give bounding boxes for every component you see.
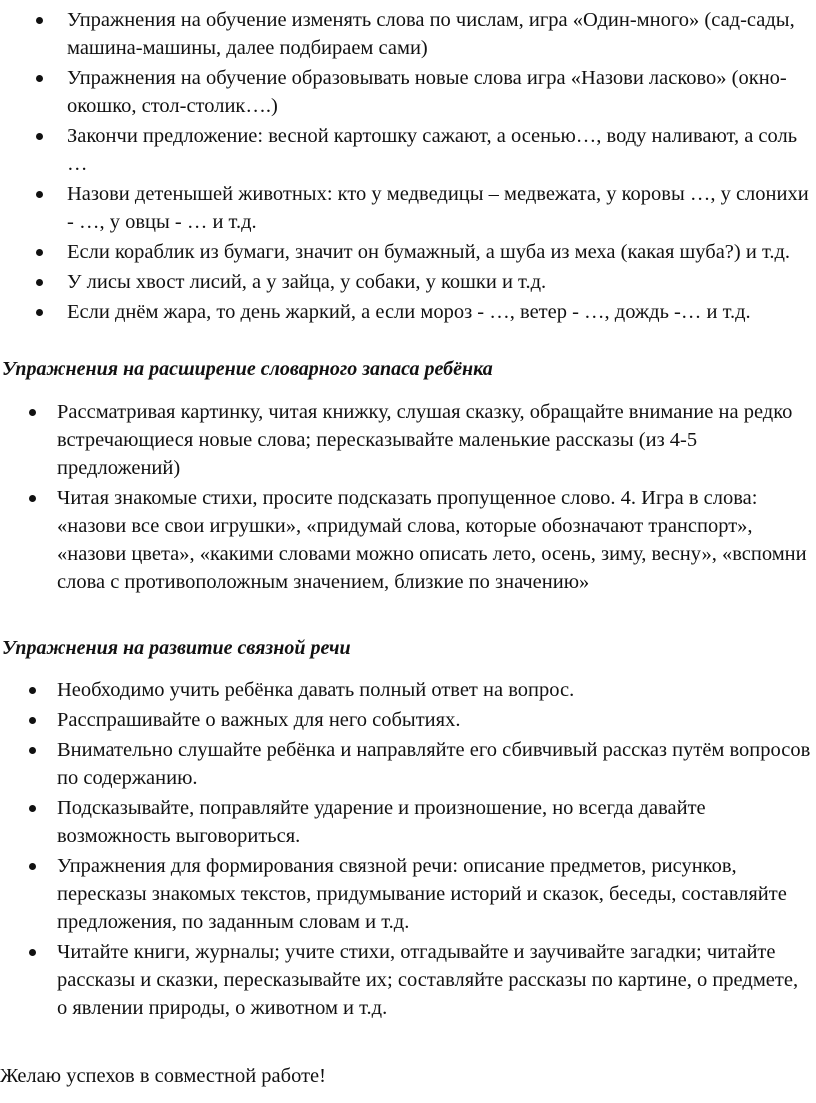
bullet-icon — [29, 717, 36, 724]
list-item — [0, 238, 812, 266]
list-item-text: Рассматривая картинку, читая книжку, слушая сказку, обращайте внимание на редко встречающиеся новые слова; пересказывайте маленькие рассказы (из 4-5 предложений) — [57, 401, 793, 479]
bullet-icon — [36, 17, 43, 24]
bullet-icon — [36, 249, 43, 256]
list-item — [0, 122, 812, 178]
list-item-text: Если кораблик из бумаги, значит он бумажный, а шуба из меха (какая шуба?) и т.д. — [67, 241, 791, 263]
list-item-text: Если днём жара, то день жаркий, а если мороз - …, ветер - …, дождь -… и т.д. — [67, 301, 751, 323]
list-item-text: Читайте книги, журналы; учите стихи, отгадывайте и заучивайте загадки; читайте рассказы и сказки, пересказывайте их; составляйте рассказы по картине, о предмете, о явлении природы, о животном и т.д. — [57, 941, 799, 1019]
bullet-icon — [36, 191, 43, 198]
bullet-icon — [29, 687, 36, 694]
list-item-text: У лисы хвост лисий, а у зайца, у собаки, у кошки и т.д. — [67, 271, 547, 293]
list-item-text: Необходимо учить ребёнка давать полный ответ на вопрос. — [57, 679, 575, 701]
bullet-icon — [36, 75, 43, 82]
list-item-text: Назови детенышей животных: кто у медведицы – медвежата, у коровы …, у слонихи - …, у овцы - … и т.д. — [67, 183, 809, 233]
list-item-text: Внимательно слушайте ребёнка и направляйте его сбивчивый рассказ путём вопросов по содержанию. — [57, 739, 811, 789]
list-item — [0, 484, 812, 596]
bullet-icon — [36, 309, 43, 316]
bullet-icon — [29, 409, 36, 416]
list-item-text: Закончи предложение: весной картошку сажают, а осенью…, воду наливают, а соль … — [67, 125, 798, 175]
bullet-icon — [29, 747, 36, 754]
list-item — [0, 736, 812, 792]
vocabulary-list — [0, 398, 812, 598]
bullet-icon — [36, 133, 43, 140]
bullet-icon — [36, 279, 43, 286]
list-item — [0, 268, 812, 296]
vocabulary-heading: Упражнения на расширение словарного запаса ребёнка — [2, 358, 493, 380]
list-item — [0, 6, 812, 62]
speech-heading: Упражнения на развитие связной речи — [2, 637, 351, 659]
list-item — [0, 64, 812, 120]
list-item — [0, 676, 812, 704]
list-item — [0, 706, 812, 734]
bullet-icon — [29, 805, 36, 812]
bullet-icon — [29, 863, 36, 870]
list-item — [0, 938, 812, 1022]
list-item-text: Подсказывайте, поправляйте ударение и произношение, но всегда давайте возможность выговориться. — [57, 797, 706, 847]
bullet-icon — [29, 495, 36, 502]
list-item — [0, 180, 812, 236]
games-list — [0, 6, 812, 328]
list-item-text: Упражнения на обучение образовывать новые слова игра «Назови ласково» (окно-окошко, стол-столик….) — [67, 67, 787, 117]
list-item-text: Расспрашивайте о важных для него событиях. — [57, 709, 461, 731]
list-item — [0, 794, 812, 850]
list-item — [0, 852, 812, 936]
bullet-icon — [29, 949, 36, 956]
list-item-text: Читая знакомые стихи, просите подсказать пропущенное слово. 4. Игра в слова: «назови все свои игрушки», «придумай слова, которые обозначают транспорт», «назови цвета», «какими словами можно описать лето, осень, зиму, весну», «вспомни слова с противоположным значением, близкие по значению» — [57, 487, 807, 593]
closing-line: Желаю успехов в совместной работе! — [0, 1065, 326, 1087]
list-item-text: Упражнения на обучение изменять слова по числам, игра «Один-много» (сад-сады, машина-машины, далее подбираем сами) — [67, 9, 795, 59]
list-item — [0, 298, 812, 326]
list-item-text: Упражнения для формирования связной речи: описание предметов, рисунков, пересказы знакомых текстов, придумывание историй и сказок, беседы, составляйте предложения, по заданным словам и т.д. — [57, 855, 787, 933]
speech-list — [0, 676, 812, 1024]
list-item — [0, 398, 812, 482]
